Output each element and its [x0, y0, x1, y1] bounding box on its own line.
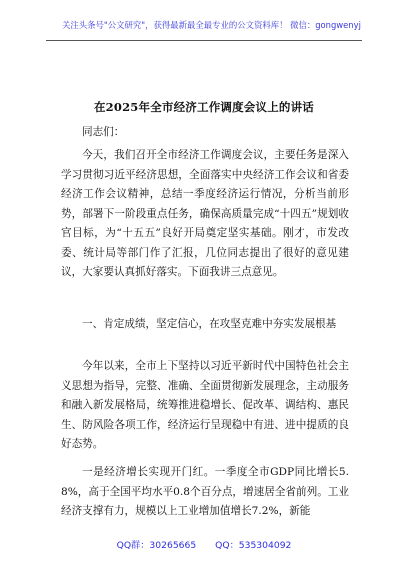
salutation: 同志们： — [82, 126, 125, 138]
header-divider — [46, 40, 362, 41]
paragraph-overview: 今年以来，全市上下坚持以习近平新时代中国特色社会主义思想为指导，完整、准确、全面贯彻新发展理念，主动服务和融入新发展格局，统筹推进稳增长、促改革、调结构、惠民生、防风险各项工作，经济运行呈现稳中有进、进中提质的良好态势。 — [61, 360, 349, 450]
document-title: 在2025年全市经济工作调度会议上的讲话 — [93, 100, 314, 114]
paragraph-growth: 一是经济增长实现开门红。一季度全市GDP同比增长5.8%，高于全国平均水平0.8个百分点，增速居全省前列。工业经济支撑有力，规模以上工业增加值增长7.2%，新能 — [61, 466, 349, 517]
footer-banner — [0, 537, 408, 551]
footer-qq: QQ：535304092 — [215, 540, 292, 551]
footer-qq-group: QQ群：30265665 — [116, 540, 197, 551]
header-banner: 关注头条号"公文研究"，获得最新最全最专业的公文资料库！ 微信：gongwenyj — [62, 20, 361, 30]
section-heading-1: 一、肯定成绩，坚定信心，在攻坚克难中夯实发展根基 — [82, 318, 337, 330]
paragraph-intro: 今天，我们召开全市经济工作调度会议，主要任务是深入学习贯彻习近平经济思想，全面落实中央经济工作会议和省委经济工作会议精神，总结一季度经济运行情况，分析当前形势，部署下一阶段重点任务，确保高质量完成“十四五”规划收官目标，为“十五五”良好开局奠定坚实基础。刚才，市发改委、统计局等部门作了汇报，几位同志提出了很好的意见建议，大家要认真抓好落实。下面我讲三点意见。 — [61, 149, 349, 278]
